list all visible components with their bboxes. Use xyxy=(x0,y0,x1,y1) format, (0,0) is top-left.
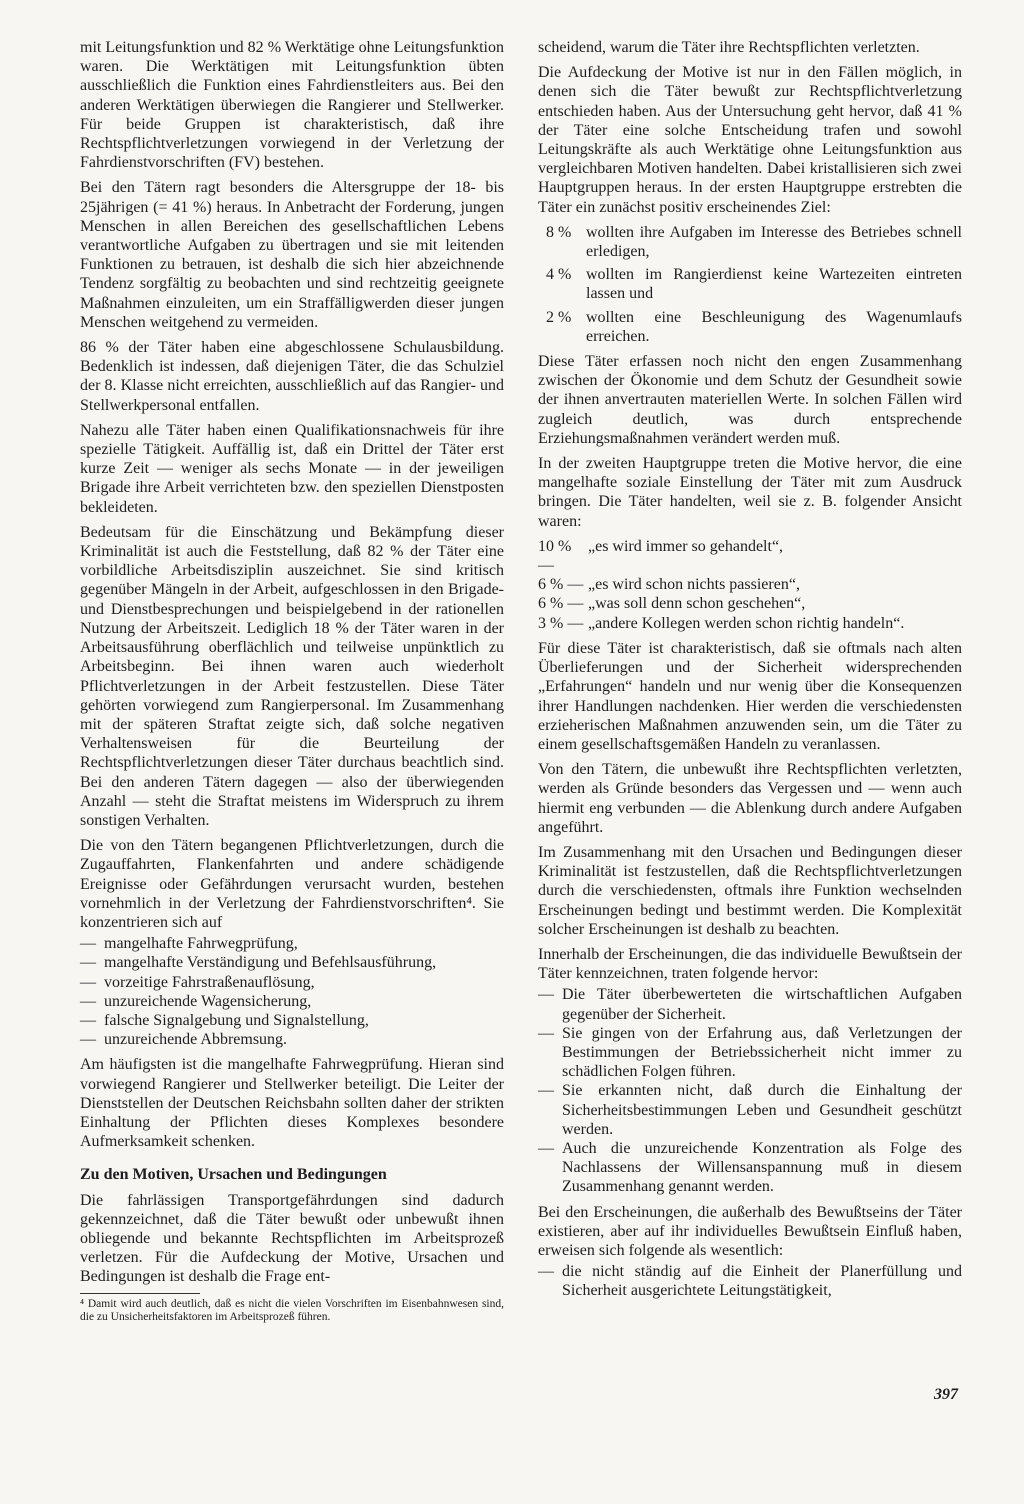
quote-text: „was soll denn schon geschehen“, xyxy=(588,595,806,613)
list-item-text: wollten im Rangierdienst keine Wartezeiten eintreten lassen und xyxy=(586,266,962,303)
list-item-text: mangelhafte Verständigung und Befehlsausführung, xyxy=(104,954,437,972)
list-item-text: mangelhafte Fahrwegprüfung, xyxy=(104,935,298,953)
paragraph: Die von den Tätern begangenen Pflichtverletzungen, durch die Zugauffahrten, Flankenfahrten und andere schädigende Ereignisse oder Gefährdungen verursacht wurden, bestehen vornehmlich in der Verletzung der Fahrdienstvorschriften⁴. Sie konzentrieren sich auf xyxy=(80,837,504,931)
dash-marker: — xyxy=(538,1024,554,1042)
dash-marker: — xyxy=(80,954,96,972)
dash-marker: — xyxy=(538,1139,554,1157)
list-item-text: Die Täter überbewerteten die wirtschaftlichen Aufgaben gegenüber der Sicherheit. xyxy=(562,986,962,1023)
list-item xyxy=(80,1011,504,1030)
paragraph: Nahezu alle Täter haben einen Qualifikationsnachweis für ihre spezielle Tätigkeit. Auffällig ist, daß ein Drittel der Täter erst kurze Zeit — weniger als sechs Monate — in der jeweiligen Brigade ihre Arbeit verrichteten bzw. den speziellen Dienstposten bekleideten. xyxy=(80,421,504,516)
paragraph: mit Leitungsfunktion und 82 % Werktätige ohne Leitungsfunktion waren. Die Werktätigen mit Leitungsfunktion übten ausschließlich die Funktion eines Fahrdienstleiters aus. Bei den anderen Werktätigen überwiegen die Rangierer und Stellwerker. Für beide Gruppen ist charakteristisch, daß ihre Rechtspflichtverletzungen vorwiegend in der Verletzung der Fahrdienstvorschriften (FV) bestehen. xyxy=(80,39,504,172)
quote-text: „andere Kollegen werden schon richtig handeln“. xyxy=(588,614,905,632)
percent-label: 2 % xyxy=(546,308,572,326)
footnote-divider xyxy=(80,1293,200,1294)
list-item xyxy=(80,934,504,953)
quote-text: „es wird immer so gehandelt“, xyxy=(588,537,784,555)
percent-label: 6 % — xyxy=(538,576,584,594)
list-item-text: die nicht ständig auf die Einheit der Planerfüllung und Sicherheit ausgerichtete Leitungstätigkeit, xyxy=(562,1263,962,1300)
list-item xyxy=(80,992,504,1011)
paragraph: Innerhalb der Erscheinungen, die das individuelle Bewußtsein der Täter kennzeichnen, traten folgende hervor: xyxy=(538,945,962,983)
list-item xyxy=(80,973,504,992)
list-item-text: wollten ihre Aufgaben im Interesse des Betriebes schnell erledigen, xyxy=(586,223,962,261)
list-item-text: vorzeitige Fahrstraßenauflösung, xyxy=(104,973,315,991)
list-item xyxy=(538,1139,962,1197)
motive-percent-list xyxy=(538,223,962,346)
list-item-text: wollten eine Beschleunigung des Wagenumlaufs erreichen. xyxy=(586,308,962,345)
paragraph: Bedeutsam für die Einschätzung und Bekämpfung dieser Kriminalität ist auch die Feststellung, daß 82 % der Täter eine vorbildliche Arbeitsdisziplin auszeichnet. Sie sind kritisch gegenüber Mängeln in der Arbeit, aufgeschlossen in den Brigade- und Dienstbesprechungen und beispielgebend in der rationellen Nutzung der Arbeitszeit. Lediglich 18 % der Täter waren in der Arbeitsausführung oberflächlich und teilweise unpünktlich zu Arbeitsbeginn. Bei ihnen waren auch wiederholt Pflichtverletzungen in der Arbeit festzustellen. Diese Täter gehörten vorwiegend zum Rangierpersonal. Im Zusammenhang mit der späteren Straftat zeigte sich, daß solche negativen Verhaltensweisen für die Beurteilung der Rechtspflichtverletzungen dieser Täter durchaus beachtlich sind. Bei den anderen Tätern dagegen — also der überwiegenden Anzahl — steht die Straftat meistens im Widerspruch zu ihrem sonstigen Verhalten. xyxy=(80,523,504,829)
violation-list xyxy=(80,934,504,1049)
page-number: 397 xyxy=(934,1386,958,1403)
paragraph: 86 % der Täter haben eine abgeschlossene Schulausbildung. Bedenklich ist indessen, daß diejenigen Täter, die das Schulziel der 8. Klasse nicht erreichten, ausschließlich auf das Rangier- und Stellwerkpersonal entfallen. xyxy=(80,339,504,414)
list-item xyxy=(538,594,962,613)
dash-marker: — xyxy=(80,992,96,1010)
percent-label: 6 % — xyxy=(538,595,584,613)
list-item xyxy=(538,308,962,346)
dash-marker: — xyxy=(80,973,96,991)
list-item xyxy=(538,614,962,633)
paragraph: Bei den Erscheinungen, die außerhalb des Bewußtseins der Täter existieren, aber auf ihr individuelles Bewußtsein Einfluß haben, erweisen sich folgende als wesentlich: xyxy=(538,1203,962,1259)
section-heading: Zu den Motiven, Ursachen und Bedingungen xyxy=(80,1166,387,1184)
right-column xyxy=(538,38,962,1307)
dash-marker: — xyxy=(80,1011,96,1029)
percent-label: 4 % xyxy=(546,266,572,284)
list-item xyxy=(538,985,962,1023)
paragraph: Am häufigsten ist die mangelhafte Fahrwegprüfung. Hieran sind vorwiegend Rangierer und Stellwerker beteiligt. Die Leiter der Dienststellen der Deutschen Reichsbahn sollten daher der strikten Einhaltung der Pflichten dieses Komplexes besondere Aufmerksamkeit schenken. xyxy=(80,1056,504,1151)
list-item xyxy=(538,1024,962,1082)
list-item xyxy=(538,265,962,303)
quote-text: „es wird schon nichts passieren“, xyxy=(588,576,800,594)
paragraph: Im Zusammenhang mit den Ursachen und Bedingungen dieser Kriminalität ist festzustellen, daß die Rechtspflichtverletzungen durch die verschiedensten, oftmals ihre Funktion wechselnden Erscheinungen bedingt und bestimmt werden. Die Komplexität solcher Erscheinungen ist deshalb zu beachten. xyxy=(538,843,962,938)
list-item-text: Sie gingen von der Erfahrung aus, daß Verletzungen der Bestimmungen der Betriebssicherheit nicht immer zu schädlichen Folgen führen. xyxy=(562,1024,962,1081)
consciousness-list xyxy=(538,985,962,1196)
paragraph: In der zweiten Hauptgruppe treten die Motive hervor, die eine mangelhafte soziale Einstellung der Täter mit zum Ausdruck bringen. Die Täter handelten, weil sie z. B. folgender Ansicht waren: xyxy=(538,455,962,530)
paragraph: Bei den Tätern ragt besonders die Altersgruppe der 18- bis 25jährigen (= 41 %) heraus. In Anbetracht der Forderung, jungen Menschen in allen Bereichen des gesellschaftlichen Lebens verantwortliche Aufgaben zu übertragen und sie mit leitenden Funktionen zu betrauen, ist deshalb die sich hier abzeichnende Tendenz sorgfältig zu beobachten und sind rechtzeitig geeignete Maßnahmen einzuleiten, um ein Straffälligwerden dieser jungen Menschen weitgehend zu vermeiden. xyxy=(80,179,504,331)
list-item xyxy=(80,953,504,972)
attitude-quote-list xyxy=(538,537,962,633)
dash-marker: — xyxy=(538,1082,554,1100)
list-item xyxy=(538,1081,962,1139)
paragraph: Die fahrlässigen Transportgefährdungen sind dadurch gekennzeichnet, daß die Täter bewußt oder unbewußt ihnen obliegende und bekannte Rechtspflichten im Arbeitsprozeß verletzen. Für die Aufdeckung der Motive, Ursachen und Bedingungen ist deshalb die Frage ent- xyxy=(80,1191,504,1286)
list-item-text: Sie erkannten nicht, daß durch die Einhaltung der Sicherheitsbestimmungen Leben und Gesundheit geschützt werden. xyxy=(562,1082,962,1138)
list-item xyxy=(538,1262,962,1300)
list-item xyxy=(538,537,962,575)
list-item-text: unzureichende Abbremsung. xyxy=(104,1031,288,1049)
list-item xyxy=(538,575,962,594)
list-item-text: unzureichende Wagensicherung, xyxy=(104,992,312,1010)
dash-marker: — xyxy=(80,1031,96,1049)
list-item xyxy=(80,1030,504,1049)
dash-marker: — xyxy=(538,1263,554,1281)
percent-label: 10 % — xyxy=(538,537,572,575)
paragraph: Von den Tätern, die unbewußt ihre Rechtspflichten verletzten, werden als Gründe besonders das Vergessen und — wenn auch hiermit eng verbunden — die Ablenkung durch andere Aufgaben angeführt. xyxy=(538,761,962,836)
paragraph: scheidend, warum die Täter ihre Rechtspflichten verletzten. xyxy=(538,39,920,56)
percent-label: 8 % xyxy=(546,223,572,241)
left-column xyxy=(80,38,504,1324)
dash-marker: — xyxy=(538,986,554,1004)
footnote: ⁴ Damit wird auch deutlich, daß es nicht die vielen Vorschriften im Eisenbahnwesen sind, die zu Unsicherheitsfaktoren im Arbeitsprozeß führen. xyxy=(80,1297,504,1323)
dash-marker: — xyxy=(80,935,96,953)
list-item-text: falsche Signalgebung und Signalstellung, xyxy=(104,1011,369,1029)
paragraph: Die Aufdeckung der Motive ist nur in den Fällen möglich, in denen sich die Täter bewußt zur Rechtspflichtverletzung entschieden haben. Aus der Untersuchung geht hervor, daß 41 % der Täter eine solche Entscheidung trafen und sowohl Leitungskräfte als auch Werktätige ohne Leitungsfunktion aus vergleichbaren Motiven handelten. Dabei kristallisieren sich zwei Hauptgruppen heraus. In der ersten Hauptgruppe erstrebten die Täter ein zunächst positiv erscheinendes Ziel: xyxy=(538,64,962,216)
list-item xyxy=(538,223,962,261)
external-factors-list xyxy=(538,1262,962,1300)
list-item-text: Auch die unzureichende Konzentration als Folge des Nachlassens der Willensanspannung muß in diesem Zusammenhang genannt werden. xyxy=(562,1139,962,1196)
paragraph: Für diese Täter ist charakteristisch, daß sie oftmals nach alten Überlieferungen und der Sicherheit widersprechenden „Erfahrungen“ handeln und nur wenig über die Konsequenzen ihrer Handlungen nachdenken. Hier werden die verschiedensten erzieherischen Maßnahmen anzuwenden sein, um die Täter zu einem gesellschaftsgemäßen Handeln zu veranlassen. xyxy=(538,639,962,753)
paragraph: Diese Täter erfassen noch nicht den engen Zusammenhang zwischen der Ökonomie und dem Schutz der Gesundheit sowie der ihnen anvertrauten materiellen Werte. In solchen Fällen wird zugleich deutlich, was durch entsprechende Erziehungsmaßnahmen verändert werden muß. xyxy=(538,353,962,447)
percent-label: 3 % — xyxy=(538,614,584,632)
